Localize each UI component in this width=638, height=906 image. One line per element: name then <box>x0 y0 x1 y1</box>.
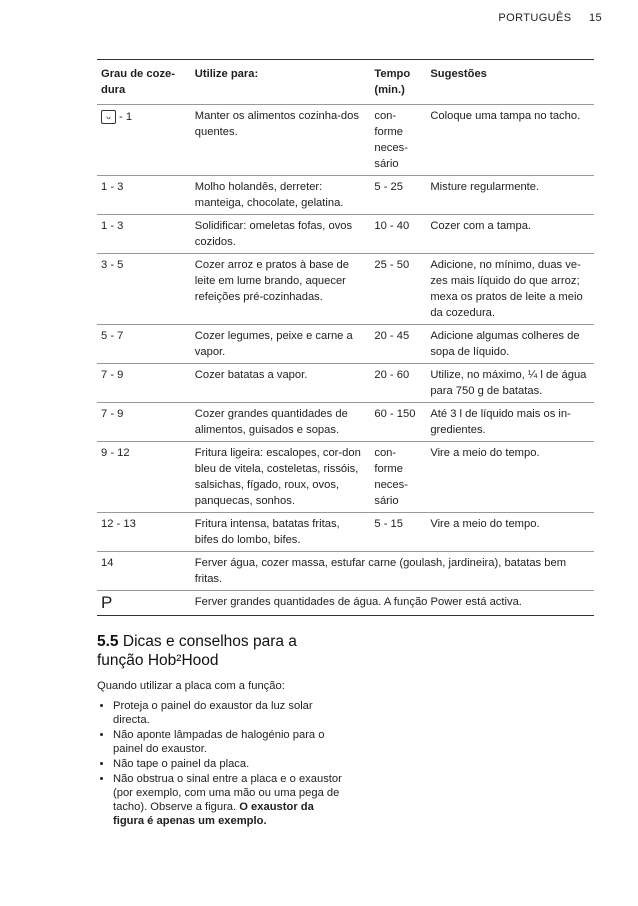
table-row <box>97 215 594 254</box>
cooking-table <box>97 59 594 616</box>
use-cell: Solidificar: omeletas fofas, ovos cozidos. <box>191 215 371 254</box>
table-row <box>97 442 594 513</box>
list-item-bold: O exaustor da figura é apenas um exemplo. <box>113 801 314 827</box>
table-header-row <box>97 60 594 105</box>
time-cell: 20 - 60 <box>370 364 426 403</box>
list-item: • Não aponte lâmpadas de halogénio para o painel do exaustor. <box>113 728 347 756</box>
tips-cell: Até 3 l de líquido mais os in-gredientes. <box>426 403 594 442</box>
power-level-cell: P <box>97 591 191 616</box>
page-header <box>498 12 602 24</box>
level-cell: 1 - 3 <box>97 176 191 215</box>
table-row <box>97 591 594 616</box>
header-use: Utilize para: <box>191 60 371 105</box>
tips-cell: Adicione, no mínimo, duas ve-zes mais líquido do que arroz; mexa os pratos de leite a meio da cozedura. <box>426 254 594 325</box>
section-number: 5.5 <box>97 633 119 650</box>
header-time: Tempo (min.) <box>370 60 426 105</box>
use-cell: Cozer arroz e pratos à base de leite em lume brando, aquecer refeições pré-cozinhadas. <box>191 254 371 325</box>
table-row <box>97 176 594 215</box>
language-label: PORTUGUÊS <box>498 12 572 24</box>
header-tips: Sugestões <box>426 60 594 105</box>
use-cell-wide: Ferver água, cozer massa, estufar carne (goulash, jardineira), batatas bem fritas. <box>191 552 594 591</box>
tips-cell: Utilize, no máximo, ¼ l de água para 750 g de batatas. <box>426 364 594 403</box>
level-cell: 7 - 9 <box>97 364 191 403</box>
tips-cell: Vire a meio do tempo. <box>426 442 594 513</box>
table-row <box>97 364 594 403</box>
tips-list <box>97 699 347 828</box>
use-cell: Cozer legumes, peixe e carne a vapor. <box>191 325 371 364</box>
tips-cell: Adicione algumas colheres de sopa de líquido. <box>426 325 594 364</box>
tips-cell: Misture regularmente. <box>426 176 594 215</box>
use-cell: Fritura ligeira: escalopes, cor-don bleu de vitela, costeletas, rissóis, salsichas, fígado, roux, ovos, panquecas, sonhos. <box>191 442 371 513</box>
table-row <box>97 325 594 364</box>
keep-warm-level <box>101 109 132 125</box>
time-cell: 10 - 40 <box>370 215 426 254</box>
level-cell: 3 - 5 <box>97 254 191 325</box>
level-cell: 14 <box>97 552 191 591</box>
time-cell: 5 - 25 <box>370 176 426 215</box>
section-title <box>97 632 347 670</box>
keep-warm-icon: ᴗ <box>101 110 116 124</box>
section-intro: Quando utilizar a placa com a função: <box>97 680 285 692</box>
time-cell: 60 - 150 <box>370 403 426 442</box>
level-cell: 9 - 12 <box>97 442 191 513</box>
level-cell: 7 - 9 <box>97 403 191 442</box>
table-row <box>97 552 594 591</box>
use-cell-wide: Ferver grandes quantidades de água. A função Power está activa. <box>191 591 594 616</box>
use-cell: Manter os alimentos cozinha-dos quentes. <box>191 105 371 176</box>
time-cell: con-forme neces-sário <box>370 442 426 513</box>
time-cell: con-forme neces-sário <box>370 105 426 176</box>
level-cell: 1 - 3 <box>97 215 191 254</box>
hob2hood-section <box>97 632 347 829</box>
list-item: • Não tape o painel da placa. <box>113 757 347 771</box>
level-cell: 5 - 7 <box>97 325 191 364</box>
header-level: Grau de coze-dura <box>97 60 191 105</box>
use-cell: Fritura intensa, batatas fritas, bifes do lombo, bifes. <box>191 513 371 552</box>
list-item: • Proteja o painel do exaustor da luz solar directa. <box>113 699 347 727</box>
level-cell <box>97 105 191 176</box>
time-cell: 25 - 50 <box>370 254 426 325</box>
tips-cell: Cozer com a tampa. <box>426 215 594 254</box>
tips-cell: Coloque uma tampa no tacho. <box>426 105 594 176</box>
time-cell: 5 - 15 <box>370 513 426 552</box>
tips-cell: Vire a meio do tempo. <box>426 513 594 552</box>
page-number: 15 <box>588 12 602 24</box>
list-item-text: Não obstrua o sinal entre a placa e o exaustor (por exemplo, com uma mão ou uma pega de tacho). Observe a figura. <box>113 773 342 813</box>
table-row <box>97 254 594 325</box>
level-text: - 1 <box>119 111 133 123</box>
use-cell: Cozer batatas a vapor. <box>191 364 371 403</box>
list-item <box>113 772 347 828</box>
use-cell: Molho holandês, derreter: manteiga, chocolate, gelatina. <box>191 176 371 215</box>
section-title-text: Dicas e conselhos para a função Hob²Hood <box>97 633 297 669</box>
use-cell: Cozer grandes quantidades de alimentos, guisados e sopas. <box>191 403 371 442</box>
level-cell: 12 - 13 <box>97 513 191 552</box>
table-row <box>97 513 594 552</box>
time-cell: 20 - 45 <box>370 325 426 364</box>
table-row <box>97 105 594 176</box>
table-row <box>97 403 594 442</box>
